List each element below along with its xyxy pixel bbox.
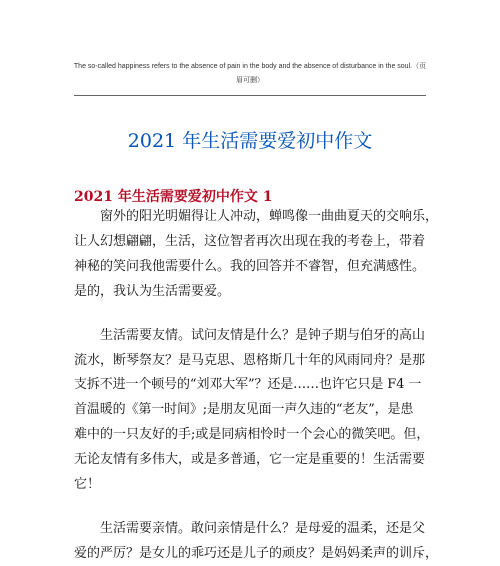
- paragraph-line: 流水，断琴祭友？是马克思、恩格斯几十年的风雨同舟？是那: [74, 352, 426, 368]
- paragraph-line: 生活需要友情。试问友情是什么？是钟子期与伯牙的高山: [100, 327, 426, 343]
- paragraph-line: 首温暖的《第一时间》;是朋友见面一声久违的“老友”，是患: [74, 402, 414, 418]
- paragraph-line: 爱的严厉？是女儿的乖巧还是儿子的顽皮？是妈妈柔声的训斥，: [74, 545, 439, 561]
- document-title: 2021 年生活需要爱初中作文: [127, 129, 373, 152]
- paragraph-line: 支拆不进一个顿号的“刘邓大军”？还是……也许它只是 F4 一: [74, 377, 422, 393]
- paragraph-line: 生活需要亲情。敢问亲情是什么？是母爱的温柔，还是父: [100, 520, 426, 536]
- header-quote-line: The so-called happiness refers to the absence of pain in the body and the absence of disturbance in the soul.（页: [73, 63, 427, 70]
- header-divider: [74, 95, 426, 96]
- section-heading: 2021 年生活需要爱初中作文 1: [74, 188, 273, 205]
- paragraph-line: 是的，我认为生活需要爱。: [74, 283, 231, 299]
- header-quote-line: 眉可删）: [236, 77, 264, 84]
- paragraph: [74, 517, 439, 566]
- paragraph-line: 无论友情有多伟大，或是多普通，它一定是重要的！生活需要: [74, 452, 426, 468]
- paragraph-line: 让人幻想翩翩，生活，这位智者再次出现在我的考卷上，带着: [74, 233, 426, 249]
- paragraph: [74, 205, 439, 305]
- paragraph: [74, 324, 432, 498]
- paragraph-line: 窗外的阳光明媚得让人冲动，蝉鸣像一曲曲夏天的交响乐，: [100, 209, 439, 224]
- essay-body: [74, 205, 439, 566]
- paragraph-line: 难中的一只友好的手;或是同病相怜时一个会心的微笑吧。但，: [74, 427, 430, 443]
- paragraph-line: 神秘的笑问我他需要什么。我的回答并不睿智，但充满感性。: [74, 258, 426, 274]
- paragraph-line: 它！: [74, 477, 101, 493]
- header-quote: [68, 60, 432, 88]
